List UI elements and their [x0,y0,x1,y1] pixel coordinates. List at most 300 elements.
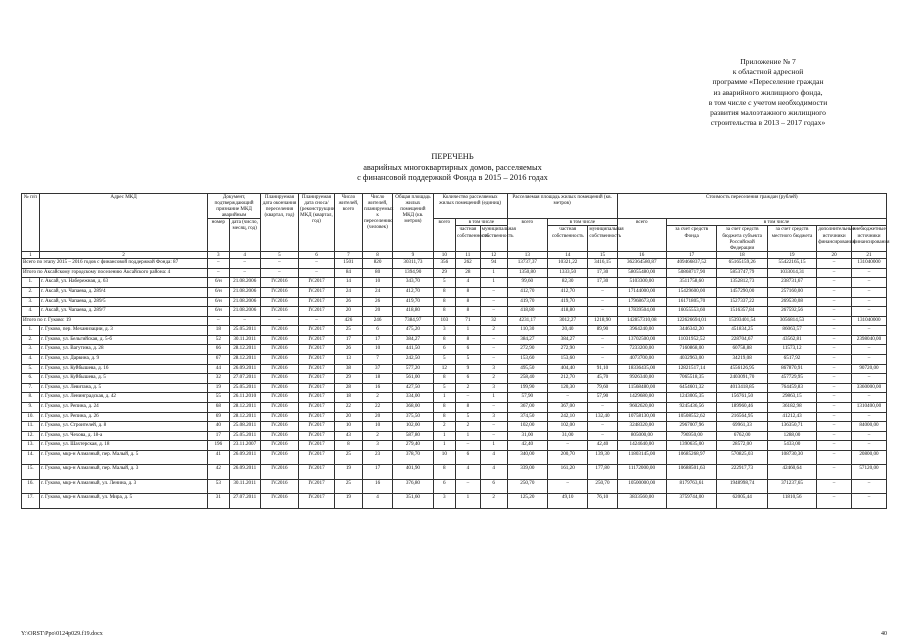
table-cell: 10500000,00 [617,479,666,493]
table-cell: 32 [480,316,507,326]
table-cell: 62005,44 [717,494,767,508]
table-cell: 199,90 [507,383,547,393]
table-cell: 136350,71 [767,422,816,432]
table-cell: IV.2016 [260,383,298,393]
table-cell: 12821517,14 [666,364,716,374]
table-cell: 1390635,00 [666,441,716,451]
table-cell: 34219,08 [717,355,767,365]
table-cell: – [299,268,335,278]
table-cell: IV.2017 [299,287,335,297]
table-cell: – [260,259,298,269]
table-cell: – [588,297,617,307]
table-cell: 5 [433,355,455,365]
table-cell: 228704,67 [717,335,767,345]
table-cell: 27.07.2011 [229,494,260,508]
table-cell: 38 [334,364,362,374]
table-cell: 44 [208,364,229,374]
table-cell: 3. [22,297,40,307]
table-cell: 3 [480,383,507,393]
table-cell: 3. [22,345,40,355]
table-cell: 376,80 [393,479,433,493]
table-cell: 418,80 [393,307,433,317]
table-cell: 14 [334,278,362,288]
table-cell: 17,30 [588,278,617,288]
table-cell: 19 [334,465,362,479]
table-cell: 3360000,00 [851,383,886,393]
table-row [22,403,887,413]
header-cost-extrabudget: внебюджетные источники финансирования [851,226,886,251]
table-cell: 41212,43 [767,412,816,422]
table-cell: 28.12.2011 [229,355,260,365]
table-cell: 1 [480,268,507,278]
table-cell: 3 [433,326,455,336]
table-cell: – [817,307,852,317]
table-cell: 28.12.2011 [229,403,260,413]
table-cell: 1527337,22 [717,297,767,307]
table-cell: 441,50 [393,345,433,355]
table-cell: – [817,374,852,384]
table-cell: 401,90 [393,465,433,479]
table-cell: 1457290,00 [717,287,767,297]
table-cell: IV.2017 [299,326,335,336]
table-cell: 69961,33 [717,422,767,432]
table-cell: 412,70 [393,287,433,297]
table-cell: 18 [208,326,229,336]
table-cell: 125,20 [507,494,547,508]
table-cell: 139,30 [588,451,617,465]
table-cell: 17 [362,465,392,479]
table-cell: 29 [433,268,455,278]
table-cell: 7384,97 [393,316,433,326]
table-cell: 1352812,73 [717,278,767,288]
table-cell: – [260,268,298,278]
table-cell: 11568480,00 [617,383,666,393]
document-heading [180,152,725,184]
table-cell: 13 [334,355,362,365]
table-cell: 17 [334,335,362,345]
column-number: 7 [334,251,362,258]
table-cell: 4073700,00 [617,355,666,365]
table-cell: 6762,00 [717,431,767,441]
table-cell: 1310400,00 [851,403,886,413]
table-cell: 1 [433,441,455,451]
table-cell: 367,00 [507,403,547,413]
table-cell: 10508552,62 [666,412,716,422]
table-cell: 2 [456,422,481,432]
table-cell: 131040000 [851,259,886,269]
address-cell: г. Гуково, ул. Дарвина, д. 9 [39,355,207,365]
address-cell: г. Гуково, ул. Строителей, д. 8 [39,422,207,432]
table-cell: 26 [362,297,392,307]
table-cell: 11810,56 [767,494,816,508]
table-cell: – [817,393,852,403]
table-cell: 6 [456,374,481,384]
table-cell: IV.2017 [299,422,335,432]
table-cell: – [548,479,588,493]
document-subtitle-line-1: аварийных многоквартирных домов, расселяемых [363,162,542,172]
table-cell: 11573,12 [767,345,816,355]
table-cell: 20 [362,307,392,317]
table-cell: 3416,15 [588,259,617,269]
address-cell: г. Аксай, ул. Чапаева, д. 289/5 [39,297,207,307]
table-cell: IV.2016 [260,465,298,479]
table-cell: 3511758,60 [666,278,716,288]
table-cell: 57,90 [507,393,547,403]
table-cell: 21.08.2006 [229,287,260,297]
table-cell: 222917,73 [717,465,767,479]
table-cell: 55422165,15 [767,259,816,269]
table-cell: IV.2016 [260,297,298,307]
table-cell: – [480,403,507,413]
table-cell: 15429600,00 [666,287,716,297]
table-cell: 18336435,00 [617,364,666,374]
table-cell: 26 [334,345,362,355]
table-cell: 177,80 [588,465,617,479]
table-cell: 30311,73 [393,259,433,269]
table-cell: 2967007,96 [666,422,716,432]
table-cell: – [817,451,852,465]
table-cell: 3248320,00 [617,422,666,432]
table-cell: 351,60 [393,494,433,508]
table-cell: IV.2017 [299,297,335,307]
header-rooms-private: частная собственность [456,226,481,251]
table-cell: 451834,25 [717,326,767,336]
table-cell: 161,20 [548,465,588,479]
table-cell: – [851,345,886,355]
column-number-row [22,251,887,258]
table-cell: 80 [362,268,392,278]
table-cell: 267592,56 [767,307,816,317]
table-cell: 10 [362,345,392,355]
table-cell: 29 [334,374,362,384]
table-cell: 1033014,31 [767,268,816,278]
table-cell: 250,70 [507,479,547,493]
header-rooms: Количество расселяемых жилых помещений (единиц) [433,194,507,219]
table-cell: 84000,00 [851,422,886,432]
table-cell: 4013418,85 [717,383,767,393]
column-number: 15 [588,251,617,258]
table-cell: – [456,393,481,403]
table-cell: 31,00 [507,431,547,441]
table-cell: 43562,81 [767,335,816,345]
table-row [22,345,887,355]
header-cost-total: всего [617,219,666,251]
table-cell: 7065518,35 [666,374,716,384]
table-cell: 25.05.2011 [229,326,260,336]
table-cell: 272,90 [548,345,588,355]
column-number: 9 [393,251,433,258]
table-cell: 42,40 [507,441,547,451]
table-cell: 8 [433,297,455,307]
page-number: 40 [881,631,887,637]
table-cell: 10 [362,422,392,432]
table-cell: 36182,98 [767,403,816,413]
table-cell: 3964240,00 [617,326,666,336]
table-cell: IV.2017 [299,465,335,479]
table-cell: – [480,335,507,345]
column-number: 16 [617,251,666,258]
table-cell: 1 [480,278,507,288]
table-cell: – [588,307,617,317]
table-cell: 11803145,00 [617,451,666,465]
table-cell: 19 [208,383,229,393]
table-cell: 13737,37 [507,259,547,269]
table-cell: 89,90 [588,326,617,336]
table-cell: 3833560,00 [617,494,666,508]
table-cell: – [208,316,229,326]
table-cell: IV.2016 [260,412,298,422]
table-cell: IV.2017 [299,412,335,422]
table-cell: 8 [456,287,481,297]
table-cell: 796950,00 [666,431,716,441]
table-cell: 577,20 [393,364,433,374]
table-cell: – [208,259,229,269]
table-cell: 378,70 [393,451,433,465]
table-cell: – [260,316,298,326]
table-cell: 110,30 [507,326,547,336]
table-cell: 52 [208,335,229,345]
table-cell: 17,30 [588,268,617,278]
table-cell: 26.09.2011 [229,364,260,374]
table-cell: 53 [208,479,229,493]
table-cell: 28 [334,383,362,393]
table-cell: – [229,316,260,326]
table-cell: 4231,17 [507,316,547,326]
table-cell: – [817,364,852,374]
table-cell: IV.2017 [299,355,335,365]
table-cell: 10 [334,422,362,432]
table-cell: – [588,355,617,365]
table-cell: – [480,345,507,355]
document-title: ПЕРЕЧЕНЬ [431,152,474,161]
table-cell: – [480,287,507,297]
table-cell: 2398040,00 [851,335,886,345]
houses-table [21,193,890,509]
table-cell: – [208,268,229,278]
table-cell: 7233200,00 [617,345,666,355]
table-cell: – [851,412,886,422]
table-cell: – [817,278,852,288]
header-doc-date: дата (число, месяц, год) [229,219,260,251]
table-cell: IV.2016 [260,479,298,493]
table-cell: 24 [334,287,362,297]
table-cell: 26.09.2011 [229,451,260,465]
table-cell: 1333,50 [548,268,588,278]
table-cell: – [817,494,852,508]
table-cell: 42,40 [588,441,617,451]
table-cell: 1218,90 [588,316,617,326]
table-cell: 3 [433,494,455,508]
table-cell: 212,70 [548,374,588,384]
table-cell: IV.2016 [260,494,298,508]
column-number: 18 [717,251,767,258]
address-cell: г. Гуково, мкр-н Алмазный, пер. Малый, д. 3 [39,465,207,479]
table-cell: 1243005,35 [666,393,716,403]
table-cell: 6 [362,326,392,336]
table-cell: 15393401,54 [717,316,767,326]
table-cell: 189960,46 [717,403,767,413]
table-cell: 6 [433,345,455,355]
table-cell: 1. [22,326,40,336]
table-cell: 49,10 [548,494,588,508]
table-cell: IV.2017 [299,451,335,465]
header-cost-local: за счет средств местного бюджета [767,226,816,251]
table-cell: 1 [456,494,481,508]
table-cell: 805000,00 [617,431,666,441]
table-cell: 6 [456,451,481,465]
table-cell: 10758130,00 [617,412,666,422]
table-cell: IV.2016 [260,364,298,374]
table-row [22,364,887,374]
table-cell: 1288,00 [767,431,816,441]
table-cell: 6/н [208,287,229,297]
table-cell: – [817,355,852,365]
table-cell: 412,70 [507,287,547,297]
header-cost-including: в том числе [666,219,886,226]
table-cell: IV.2016 [260,287,298,297]
table-cell: 103 [433,316,455,326]
table-cell: 55 [208,393,229,403]
table-cell: 17 [362,335,392,345]
table-cell: 419,70 [507,297,547,307]
table-cell: 375,50 [393,412,433,422]
column-number: 8 [362,251,392,258]
table-cell: – [851,431,886,441]
column-number: 21 [851,251,886,258]
table-cell: 820 [362,259,392,269]
table-cell: 68 [208,403,229,413]
table-cell: 8 [456,335,481,345]
table-cell: – [851,441,886,451]
table-cell: IV.2017 [299,393,335,403]
column-number: 4 [229,251,260,258]
table-cell: 8 [433,335,455,345]
table-cell: – [548,441,588,451]
table-cell: 86063,57 [767,326,816,336]
table-cell: 427,50 [393,383,433,393]
table-cell: 32 [208,374,229,384]
table-cell: 142857310,08 [617,316,666,326]
table-cell: – [480,431,507,441]
table-row [22,278,887,288]
table-cell: – [817,326,852,336]
table-cell: 8 [456,297,481,307]
table-cell: 79,60 [588,383,617,393]
table-cell: 216564,95 [717,412,767,422]
table-cell: – [851,287,886,297]
table-header [22,194,890,252]
table-cell: 17839504,00 [617,307,666,317]
table-cell: 3 [480,412,507,422]
table-cell: 65165159,26 [717,259,767,269]
table-cell: 58055480,00 [617,268,666,278]
column-number: 3 [208,251,229,258]
header-doc-number: номер [208,219,229,251]
table-cell: 11031952,52 [666,335,716,345]
table-cell: 13702500,00 [617,335,666,345]
table-cell: 31 [208,494,229,508]
table-cell: 419,70 [393,297,433,307]
table-cell: 25.05.2011 [229,431,260,441]
table-row [22,383,887,393]
table-cell: 269530,08 [767,297,816,307]
table-cell: 16171805,70 [666,297,716,307]
table-cell: 1424640,00 [617,441,666,451]
table-cell: 561,00 [393,374,433,384]
table-cell: 20,40 [548,326,588,336]
table-row [22,431,887,441]
table-cell: 57,90 [588,393,617,403]
table-cell: – [817,287,852,297]
table-cell: 4556126,95 [717,364,767,374]
table-cell: – [588,422,617,432]
table-cell: 8 [456,307,481,317]
table-cell: 17968673,00 [617,297,666,307]
table-cell: – [299,316,335,326]
annex-line: развития малоэтажного жилищного [710,108,826,118]
table-cell: 8 [456,403,481,413]
table-cell: 384,27 [548,335,588,345]
table-cell: 343,70 [393,278,433,288]
table-cell: 457729,95 [767,374,816,384]
table-cell: – [299,259,335,269]
table-cell: 2 [362,431,392,441]
table-cell: 1948998,74 [717,479,767,493]
table-cell: 20 [334,412,362,422]
annex-line: в том числе с учетом необходимости [708,97,828,107]
table-cell: 6/н [208,278,229,288]
table-cell: 4 [362,494,392,508]
table-cell: 418,80 [507,307,547,317]
address-cell: г. Гуково, мкр-н Алмазный, пер. Малый, д. 5 [39,451,207,465]
header-residents-to-move: Число жителей, планируемых к переселению (человек) [362,194,392,252]
table-cell: 132,40 [588,412,617,422]
table-cell: 587,80 [393,431,433,441]
table-cell: 242,50 [393,355,433,365]
table-cell: 9926340,00 [617,374,666,384]
table-cell: IV.2016 [260,374,298,384]
table-cell: 50868717,90 [666,268,716,278]
table-cell: 1394,90 [393,268,433,278]
table-cell: – [817,441,852,451]
column-number: 13 [507,251,547,258]
table-cell: 8 [334,441,362,451]
table-cell: 131040000 [851,316,886,326]
table-cell: 10321,22 [548,259,588,269]
table-cell: 17 [208,431,229,441]
table-cell: 5853747,79 [717,268,767,278]
table-cell: – [851,278,886,288]
table-cell: 2 [480,374,507,384]
table-cell: 153,60 [548,355,588,365]
table-cell: 41 [208,451,229,465]
header-address: Адрес МКД [39,194,207,252]
table-cell: 384,27 [507,335,547,345]
total-label: Итого по Аксайскому городскому поселению Аксайского района: 4 [22,268,208,278]
table-cell: 21.08.2006 [229,307,260,317]
table-cell: IV.2016 [260,422,298,432]
table-cell: IV.2016 [260,307,298,317]
header-area-total: всего [507,219,547,251]
table-cell: 384,27 [393,335,433,345]
table-cell: 156761,50 [717,393,767,403]
table-cell: 23.11.2007 [229,441,260,451]
table-total-row [22,268,887,278]
table-cell: 339,00 [507,465,547,479]
column-number: 2 [39,251,207,258]
table-cell: 5 [433,383,455,393]
table-cell: 764459,83 [767,383,816,393]
